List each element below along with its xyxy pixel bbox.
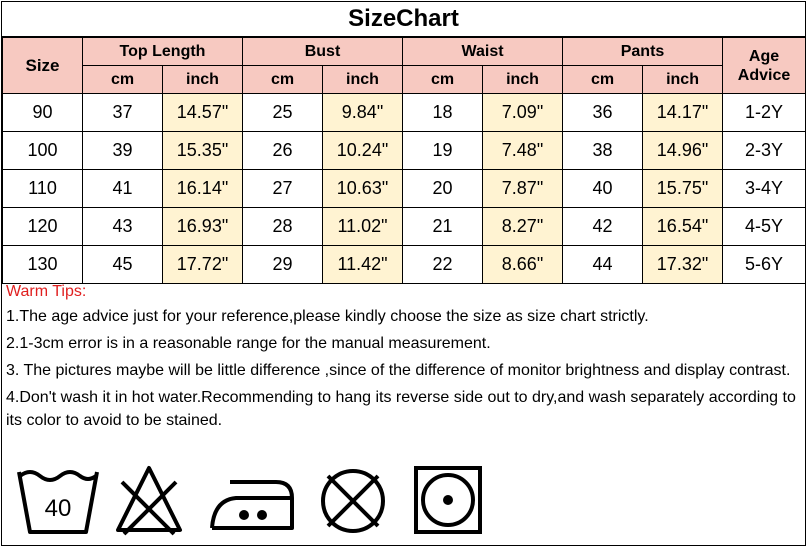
size-table	[2, 37, 806, 284]
unit-header: cm	[243, 66, 323, 94]
inch-cell: 16.93"	[163, 208, 243, 246]
tumble-dry-icon	[412, 464, 484, 536]
unit-header: inch	[483, 66, 563, 94]
inch-cell: 10.24"	[323, 132, 403, 170]
cm-cell: 39	[83, 132, 163, 170]
size-cell: 100	[3, 132, 83, 170]
inch-cell: 17.32"	[643, 246, 723, 284]
cm-cell: 26	[243, 132, 323, 170]
unit-header: inch	[323, 66, 403, 94]
header-waist: Waist	[403, 38, 563, 66]
cm-cell: 19	[403, 132, 483, 170]
inch-cell: 7.87"	[483, 170, 563, 208]
inch-cell: 16.54"	[643, 208, 723, 246]
cm-cell: 44	[563, 246, 643, 284]
tip-line: 4.Don't wash it in hot water.Recommending to hang its reverse side out to dry,and wash separately according to its color to avoid to be stained.	[6, 389, 796, 429]
inch-cell: 7.48"	[483, 132, 563, 170]
header-pants: Pants	[563, 38, 723, 66]
table-body	[3, 94, 806, 284]
inch-cell: 10.63"	[323, 170, 403, 208]
cm-cell: 27	[243, 170, 323, 208]
cm-cell: 42	[563, 208, 643, 246]
cm-cell: 37	[83, 94, 163, 132]
age-cell: 5-6Y	[723, 246, 806, 284]
cm-cell: 18	[403, 94, 483, 132]
cm-cell: 22	[403, 246, 483, 284]
wash-temperature-label: 40	[44, 495, 72, 522]
table-row	[3, 246, 806, 284]
inch-cell: 17.72"	[163, 246, 243, 284]
cm-cell: 45	[83, 246, 163, 284]
table-row	[3, 94, 806, 132]
tip-line: 1.The age advice just for your reference,please kindly choose the size as size chart strictly.	[6, 308, 649, 325]
tip-line: 3. The pictures maybe will be little difference ,since of the difference of monitor brightness and display contrast.	[6, 362, 791, 379]
cm-cell: 41	[83, 170, 163, 208]
inch-cell: 14.57"	[163, 94, 243, 132]
header-size: Size	[3, 38, 83, 94]
unit-header: cm	[403, 66, 483, 94]
header-bust: Bust	[243, 38, 403, 66]
table-unit-row	[3, 66, 806, 94]
cm-cell: 25	[243, 94, 323, 132]
wash-40-icon	[16, 466, 100, 538]
no-dry-clean-icon	[318, 466, 388, 536]
cm-cell: 40	[563, 170, 643, 208]
age-cell: 4-5Y	[723, 208, 806, 246]
no-bleach-icon	[114, 464, 184, 536]
inch-cell: 9.84"	[323, 94, 403, 132]
cm-cell: 20	[403, 170, 483, 208]
table-row	[3, 170, 806, 208]
inch-cell: 11.42"	[323, 246, 403, 284]
cm-cell: 29	[243, 246, 323, 284]
inch-cell: 14.17"	[643, 94, 723, 132]
size-chart-card	[1, 1, 806, 546]
unit-header: inch	[643, 66, 723, 94]
warm-tips	[6, 280, 801, 436]
age-cell: 2-3Y	[723, 132, 806, 170]
inch-cell: 8.66"	[483, 246, 563, 284]
size-cell: 130	[3, 246, 83, 284]
page-title: SizeChart	[2, 2, 805, 37]
size-cell: 90	[3, 94, 83, 132]
warm-tips-heading: Warm Tips:	[6, 283, 87, 300]
cm-cell: 21	[403, 208, 483, 246]
inch-cell: 7.09"	[483, 94, 563, 132]
table-row	[3, 208, 806, 246]
iron-medium-icon	[206, 474, 296, 534]
unit-header: inch	[163, 66, 243, 94]
inch-cell: 8.27"	[483, 208, 563, 246]
unit-header: cm	[563, 66, 643, 94]
inch-cell: 14.96"	[643, 132, 723, 170]
inch-cell: 15.75"	[643, 170, 723, 208]
cm-cell: 36	[563, 94, 643, 132]
cm-cell: 43	[83, 208, 163, 246]
size-cell: 110	[3, 170, 83, 208]
age-cell: 1-2Y	[723, 94, 806, 132]
inch-cell: 15.35"	[163, 132, 243, 170]
care-icons	[2, 460, 805, 544]
age-cell: 3-4Y	[723, 170, 806, 208]
inch-cell: 16.14"	[163, 170, 243, 208]
header-age-advice: Age Advice	[723, 38, 806, 94]
unit-header: cm	[83, 66, 163, 94]
cm-cell: 38	[563, 132, 643, 170]
table-row	[3, 132, 806, 170]
header-top-length: Top Length	[83, 38, 243, 66]
inch-cell: 11.02"	[323, 208, 403, 246]
table-header-row	[3, 38, 806, 66]
tip-line: 2.1-3cm error is in a reasonable range for the manual measurement.	[6, 335, 491, 352]
cm-cell: 28	[243, 208, 323, 246]
size-cell: 120	[3, 208, 83, 246]
